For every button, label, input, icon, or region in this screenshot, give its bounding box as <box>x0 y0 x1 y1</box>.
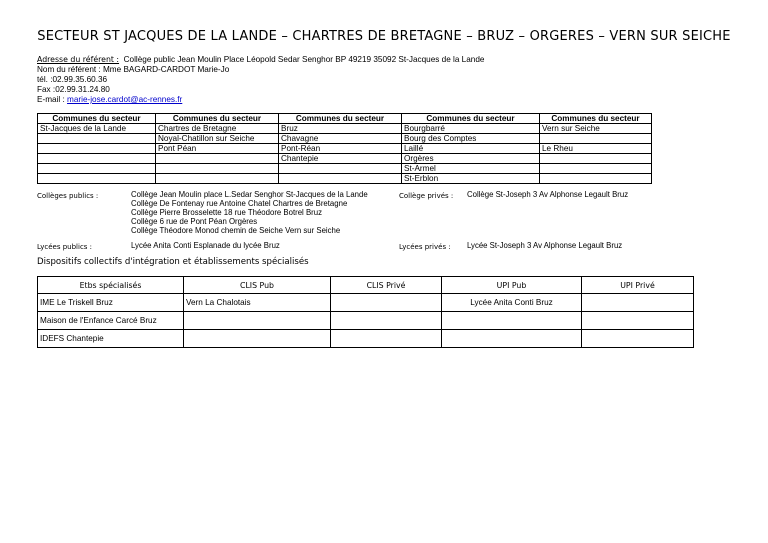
list-item: Collège Jean Moulin place L.Sedar Senghor St-Jacques de la Lande <box>131 190 368 199</box>
table-cell: St-Erblon <box>402 174 540 184</box>
table-row <box>38 164 652 174</box>
dispositifs-header-row <box>38 277 694 294</box>
adresse-label: Adresse du référent : <box>37 55 120 64</box>
lycees-publics-label: Lycées publics : <box>37 243 93 251</box>
table-cell <box>38 164 156 174</box>
colleges-prives-label: Collège privés : <box>399 192 454 200</box>
email-link[interactable]: marie-jose.cardot@ac-rennes.fr <box>67 95 183 104</box>
table-cell: Bourgbarré <box>402 124 540 134</box>
table-cell <box>38 154 156 164</box>
table-row <box>38 154 652 164</box>
lycees-prives-value: Lycée St-Joseph 3 Av Alphonse Legault Bruz <box>467 241 623 250</box>
referent-block <box>37 55 484 105</box>
colleges-publics-list <box>131 190 368 235</box>
table-row <box>38 134 652 144</box>
email-label: E-mail : <box>37 95 68 104</box>
adresse-value: Collège public Jean Moulin Place Léopold Sedar Senghor BP 49219 35092 St-Jacques de la Lande <box>123 55 485 64</box>
list-item: Collège Pierre Brosselette 18 rue Théodore Botrel Bruz <box>131 208 322 217</box>
dispositifs-header: CLIS Pub <box>184 277 331 294</box>
table-cell: Chantepie <box>279 154 402 164</box>
table-row <box>38 294 694 312</box>
table-cell: Bourg des Comptes <box>402 134 540 144</box>
referent-fax: Fax :02.99.31.24.80 <box>37 85 110 94</box>
communes-header: Communes du secteur <box>156 114 279 124</box>
table-cell: Orgères <box>402 154 540 164</box>
table-cell: Bruz <box>279 124 402 134</box>
table-cell <box>279 164 402 174</box>
table-cell <box>442 312 582 330</box>
table-cell <box>582 312 694 330</box>
list-item: Collège Théodore Monod chemin de Seiche Vern sur Seiche <box>131 226 341 235</box>
table-cell <box>331 294 442 312</box>
table-row <box>38 330 694 348</box>
communes-header: Communes du secteur <box>540 114 652 124</box>
table-cell <box>540 164 652 174</box>
table-row <box>38 312 694 330</box>
communes-header: Communes du secteur <box>38 114 156 124</box>
list-item: Collège 6 rue de Pont Péan Orgères <box>131 217 258 226</box>
table-cell <box>156 174 279 184</box>
page-title: SECTEUR ST JACQUES DE LA LANDE – CHARTRES DE BRETAGNE – BRUZ – ORGERES – VERN SUR SEICHE <box>37 29 731 44</box>
table-cell <box>582 330 694 348</box>
table-cell: Noyal-Chatillon sur Seiche <box>156 134 279 144</box>
table-cell: IME Le Triskell Bruz <box>38 294 184 312</box>
table-cell: Vern sur Seiche <box>540 124 652 134</box>
table-cell <box>156 164 279 174</box>
table-cell <box>38 134 156 144</box>
table-cell <box>38 144 156 154</box>
table-cell <box>540 154 652 164</box>
list-item: Collège De Fontenay rue Antoine Chatel Chartres de Bretagne <box>131 199 348 208</box>
table-cell: Pont-Réan <box>279 144 402 154</box>
table-cell: St-Jacques de la Lande <box>38 124 156 134</box>
communes-table <box>37 113 652 184</box>
dispositifs-header: CLIS Privé <box>331 277 442 294</box>
lycees-publics-value: Lycée Anita Conti Esplanade du lycée Bruz <box>131 241 280 250</box>
table-cell: Laillé <box>402 144 540 154</box>
table-cell <box>38 174 156 184</box>
table-cell: Chartres de Bretagne <box>156 124 279 134</box>
table-cell: Maison de l'Enfance Carcé Bruz <box>38 312 184 330</box>
colleges-prives-value: Collège St-Joseph 3 Av Alphonse Legault Bruz <box>467 190 629 199</box>
table-cell: St-Armel <box>402 164 540 174</box>
table-cell: Lycée Anita Conti Bruz <box>442 294 582 312</box>
table-cell: Le Rheu <box>540 144 652 154</box>
table-row <box>38 174 652 184</box>
table-cell: IDEFS Chantepie <box>38 330 184 348</box>
referent-name: Nom du référent : Mme BAGARD-CARDOT Marie-Jo <box>37 65 230 74</box>
table-cell: Vern La Chalotais <box>184 294 331 312</box>
table-cell <box>540 174 652 184</box>
table-row <box>38 124 652 134</box>
table-cell: Pont Péan <box>156 144 279 154</box>
dispositifs-header: UPI Pub <box>442 277 582 294</box>
table-cell <box>540 134 652 144</box>
table-cell <box>331 312 442 330</box>
lycees-prives-label: Lycées privés : <box>399 243 451 251</box>
table-row <box>38 144 652 154</box>
dispositifs-header: UPI Privé <box>582 277 694 294</box>
table-cell <box>279 174 402 184</box>
referent-tel: tél. :02.99.35.60.36 <box>37 75 108 84</box>
dispositifs-title: Dispositifs collectifs d'intégration et établissements spécialisés <box>37 257 309 267</box>
dispositifs-table <box>37 276 694 348</box>
table-cell <box>331 330 442 348</box>
table-cell <box>582 294 694 312</box>
table-cell <box>442 330 582 348</box>
table-cell <box>156 154 279 164</box>
table-cell <box>184 330 331 348</box>
table-cell: Chavagne <box>279 134 402 144</box>
communes-header-row <box>38 114 652 124</box>
communes-header: Communes du secteur <box>402 114 540 124</box>
table-cell <box>184 312 331 330</box>
colleges-publics-label: Collèges publics : <box>37 192 99 200</box>
communes-header: Communes du secteur <box>279 114 402 124</box>
dispositifs-header: Etbs spécialisés <box>38 277 184 294</box>
